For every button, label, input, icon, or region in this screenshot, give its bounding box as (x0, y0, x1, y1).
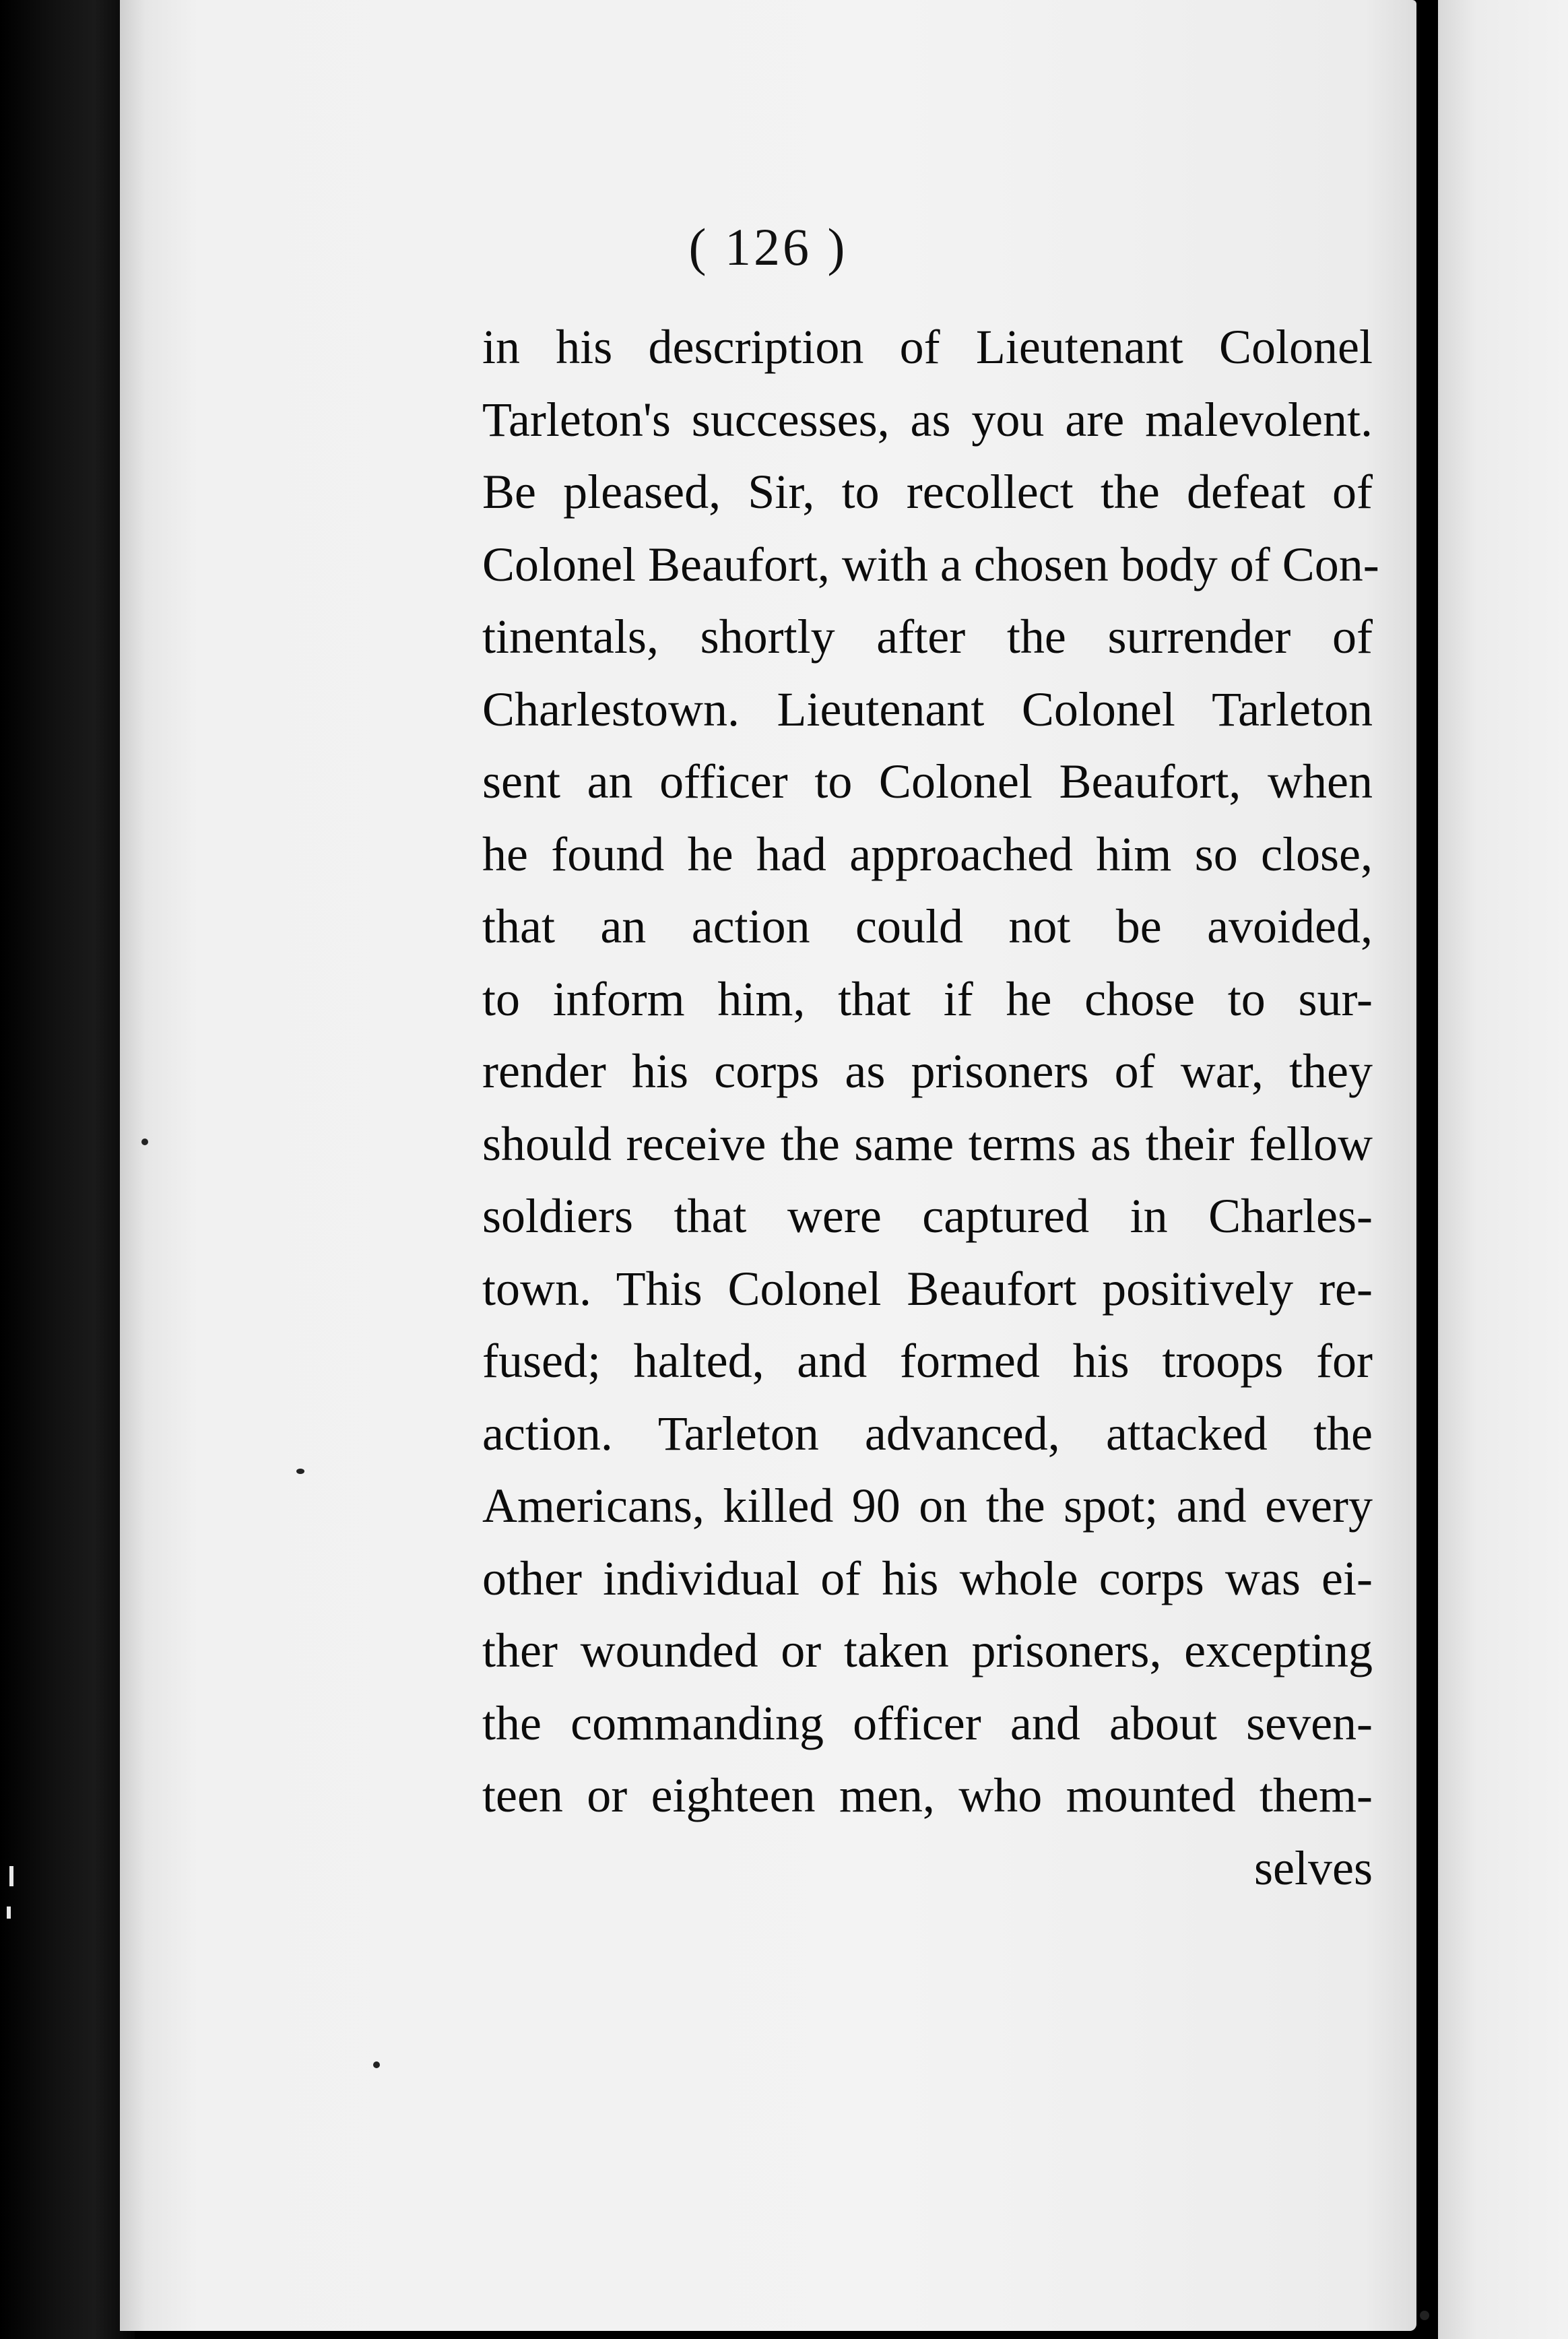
text-line: sent an officer to Colonel Beaufort, when (482, 755, 1373, 808)
text-line: Americans, killed 90 on the spot; and every (482, 1479, 1373, 1533)
text-line: the commanding officer and about seven- (482, 1696, 1373, 1750)
spine-edge-mark (7, 1907, 11, 1919)
text-line: town. This Colonel Beaufort positively re- (482, 1261, 1373, 1316)
text-line: Be pleased, Sir, to recollect the defeat of (482, 465, 1373, 519)
text-line: to inform him, that if he chose to sur- (482, 971, 1373, 1026)
ink-speck (1420, 2311, 1429, 2320)
text-line: Charlestown. Lieutenant Colonel Tarleton (482, 682, 1373, 736)
adjacent-page (1438, 0, 1568, 2339)
text-line: ther wounded or taken prisoners, excepting (482, 1624, 1373, 1677)
text-line: in his description of Lieutenant Colonel (482, 320, 1373, 374)
text-line: soldiers that were captured in Charles- (482, 1189, 1373, 1243)
ink-speck (373, 2061, 380, 2068)
text-line: that an action could not be avoided, (482, 899, 1373, 953)
text-line: render his corps as prisoners of war, they (482, 1044, 1373, 1098)
text-line: he found he had approached him so close, (482, 827, 1373, 881)
text-line: should receive the same terms as their fellow (482, 1116, 1373, 1171)
book-page (120, 0, 1416, 2331)
body-text (482, 311, 1379, 1904)
text-line: Colonel Beaufort, with a chosen body of Con- (482, 537, 1379, 591)
book-spine (0, 0, 135, 2339)
spine-edge-mark (9, 1866, 13, 1886)
text-line: teen or eighteen men, who mounted them- (482, 1768, 1373, 1822)
page-gap (1416, 0, 1438, 2339)
text-line: fused; halted, and formed his troops for (482, 1334, 1373, 1388)
text-line: action. Tarleton advanced, attacked the (482, 1406, 1373, 1461)
text-line: other individual of his whole corps was ei- (482, 1551, 1373, 1605)
page-number: ( 126 ) (688, 218, 848, 276)
ink-speck (296, 1469, 304, 1474)
text-line: Tarleton's successes, as you are malevolent. (482, 392, 1373, 447)
ink-speck (141, 1139, 148, 1145)
catchword: selves (1254, 1840, 1373, 1895)
text-line: tinentals, shortly after the surrender of (482, 610, 1373, 664)
